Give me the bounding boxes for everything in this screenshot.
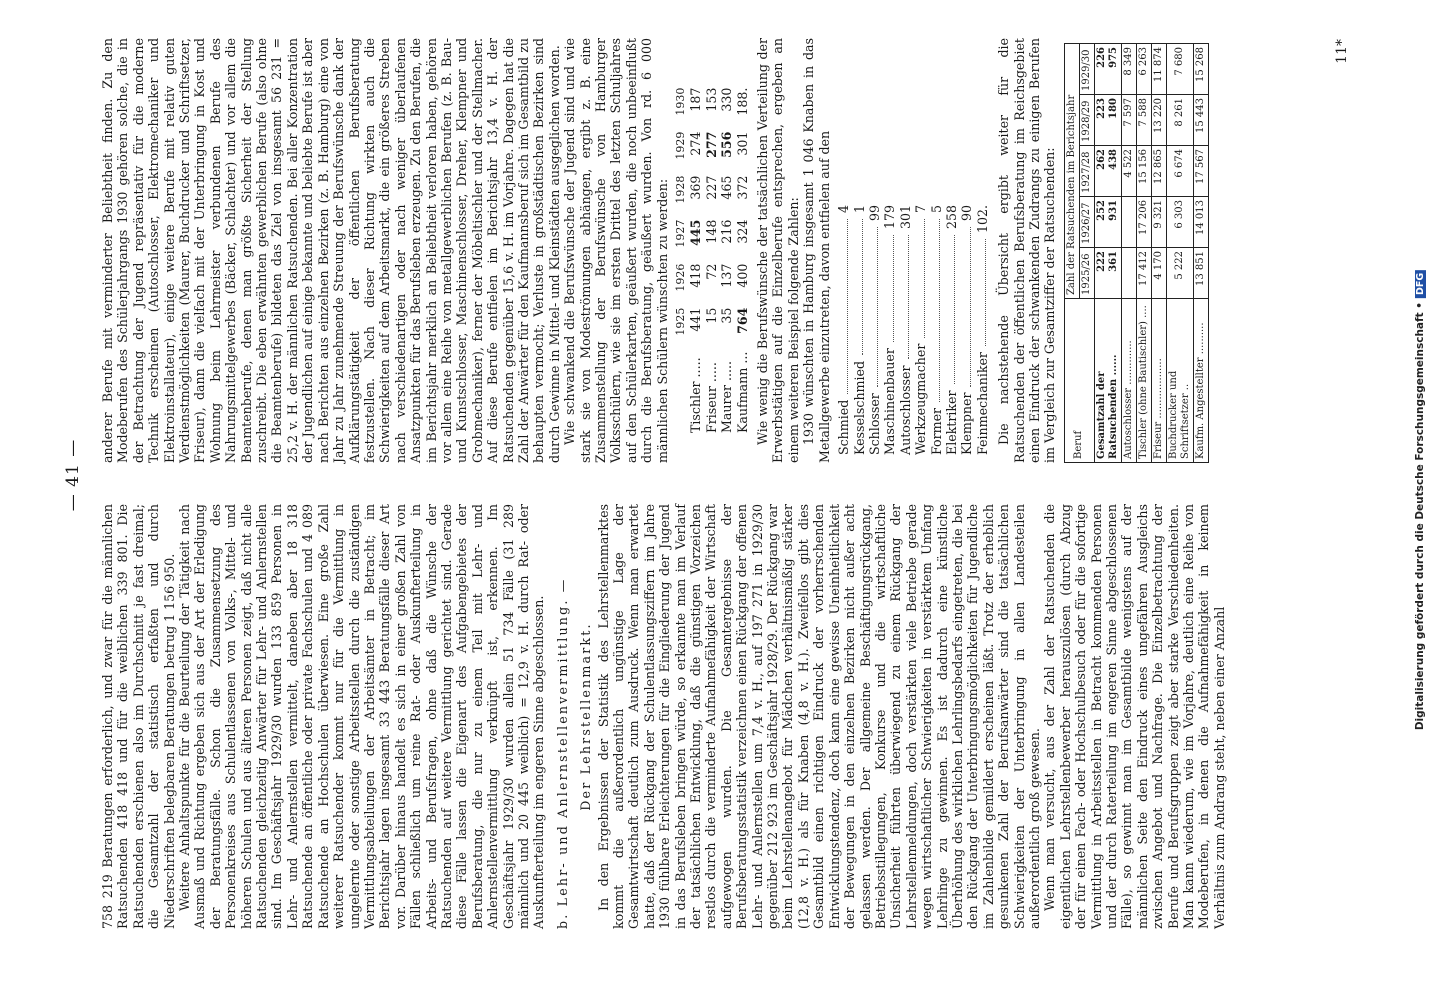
item-label: Kesselschmied xyxy=(851,360,867,455)
cell: 418 xyxy=(688,263,704,288)
table-row xyxy=(1166,44,1193,463)
list-item xyxy=(959,205,974,455)
cell: 465 xyxy=(719,175,735,200)
cell: 13 220 xyxy=(1151,95,1166,146)
item-value: 7 xyxy=(913,205,929,214)
digitization-credit xyxy=(1414,270,1426,730)
cell: 17 567 xyxy=(1193,146,1208,197)
row-label: Autoschlosser .............. xyxy=(1121,299,1136,463)
item-value: 90 xyxy=(959,205,975,222)
paragraph: Wie wenig die Berufswünsche der tatsächlichen Verteilung der Erwerbstätigen auf die Einzelberufe entsprechen, ergeben an einem weiteren Beispiel folgende Zahlen: xyxy=(755,38,801,463)
paragraph: 1930 wünschten in Hamburg insgesamt 1 046 Knaben in das Metallgewerbe einzutreten, davon entfielen auf den xyxy=(801,38,832,463)
cell: 764 xyxy=(734,307,750,334)
row-label: Tischler ..... xyxy=(688,357,704,433)
cell: 330 xyxy=(719,87,735,112)
credit-text: Digitalisierung gefördert durch die Deutsche Forschungsgemeinschaft • xyxy=(1414,302,1426,731)
dot-leader xyxy=(944,235,955,384)
cell: 445 xyxy=(688,219,704,246)
paragraph: 758 219 Beratungen erforderlich, und zwar für die männlichen Ratsuchenden 418 418 und für die weiblichen 339 801. Die Ratsuchenden erschienen also im Durchschnitt je fast dreimal; die Gesamtzahl der statistisch erfaßten und durch Niederschriften belegbaren Beratungen betrug 1 156 950. xyxy=(100,504,177,929)
item-value: 1 xyxy=(851,205,867,214)
row-label: Gesamtzahl der Ratsuchenden ...... xyxy=(1094,299,1121,463)
item-label: Klempner xyxy=(959,392,975,455)
cell: 400 xyxy=(734,263,750,288)
table-header-year: 1927 xyxy=(674,219,688,248)
cell: 369 xyxy=(688,175,704,200)
applicant-statistics-table xyxy=(1064,43,1209,463)
item-value: 4 xyxy=(836,205,852,214)
paragraph: Wie schwankend die Berufswünsche der Jugend sind und wie stark sie von Modeströmungen abhängen, ergibt z. B. eine Zusammenstellung der Berufswünsche von Hamburger Volksschülern, wie sie im ersten Drittel des letzten Schuljahres auf den Schülerkarten, geäußert wurden, die noch unbeeinflußt durch die Berufsberatung, geäußert wurden. Von rd. 6 000 männlichen Schülern wünschten zu werden: xyxy=(562,38,670,463)
table-header-blank xyxy=(673,342,688,433)
paragraph: Weitere Anhaltspunkte für die Beurteilung der Tätigkeit nach Ausmaß und Richtung ergeben sich aus der Art der Erledigung der Beratungsfälle. Schon die Zusammensetzung des Personenkreises aus Schulentlassenen von Volks-, Mittel- und höheren Schulen und aus älteren Personen zeigt, daß nicht alle Ratsuchenden gleichzeitig Anwärter für Lehr- und Anlernstellen sind. Im Geschäftsjahr 1929/30 wurden 133 859 Personen in Lehr- und Anlernstellen vermittelt, daneben aber 18 318 Ratsuchende an öffentliche oder private Fachschulen und 4 089 Ratsuchende an Hochschulen überwiesen. Eine große Zahl weiterer Ratsuchender kommt nur für die Vermittlung in ungelernte oder sonstige Arbeitsstellen durch die zuständigen Vermittlungsabteilungen der Arbeitsämter in Betracht; im Berichtsjahr lagen insgesamt 33 443 Beratungsfälle dieser Art vor. Darüber hinaus handelt es sich in einer großen Zahl von Fällen schließlich um reine Rat- oder Auskunfterteilung in Arbeits- und Berufsfragen, ohne daß die Wünsche der Ratsuchenden auf weitere Vermittlung gerichtet sind. Gerade diese Fälle lassen die Eigenart des Aufgabengebietes der Berufsberatung, die nur zu einem Teil mit Lehr- und Anlernstellenvermittlung verknüpft ist, erkennen. Im Geschäftsjahr 1929/30 wurden allein 51 734 Fälle (31 289 männlich und 20 445 weiblich) = 12,9 v. H. durch Rat- oder Auskunfterteilung im engeren Sinne abgeschlossen. xyxy=(177,504,547,929)
item-value: 102. xyxy=(974,205,990,234)
cell: 301 xyxy=(734,131,750,156)
row-label: Kaufm. Angestellter .......... xyxy=(1193,299,1208,463)
left-column xyxy=(100,504,1227,929)
cell: 227 xyxy=(703,175,719,200)
cell: 15 156 xyxy=(1136,146,1151,197)
cell: 6 263 xyxy=(1136,44,1151,95)
cell: 7 588 xyxy=(1136,95,1151,146)
item-label: Elektriker xyxy=(943,390,959,455)
section-heading: b. Lehr- und Anlernstellenvermittlung. — xyxy=(554,577,570,929)
paragraph: Wenn man versucht, aus der Zahl der Ratsuchenden die eigentlichen Lehrstellenbewerber herauszulösen (durch Abzug der für einen Fach- oder Hochschulbesuch oder für die sofortige Vermittlung in Arbeitsstellen in Betracht kommenden Personen und der durch Raterteilung im engeren Sinne abgeschlossenen Fälle), so gewinnt man im Gesamtbilde wenigstens auf der männlichen Seite den Eindruck eines ungefähren Ausgleichs zwischen Angebot und Nachfrage. Die Einzelbetrachtung der Berufe und Berufsgruppen zeigt aber starke Verschiedenheiten. Man kann wiederum, wie im Vorjahre, deutlich eine Reihe von Modeberufen, in denen die Aufnahmefähigkeit in keinem Verhältnis zum Andrang steht, neben einer Anzahl xyxy=(1042,504,1227,929)
cell: 17 412 xyxy=(1136,248,1151,299)
cell: 9 321 xyxy=(1151,197,1166,248)
item-label: Schlosser xyxy=(866,393,882,455)
page-number: 11* xyxy=(1333,39,1350,64)
dot-leader xyxy=(836,219,847,394)
cell: 441 xyxy=(688,307,704,332)
dot-leader xyxy=(882,235,893,342)
cell: 12 865 xyxy=(1151,146,1166,197)
table-header-group: Zahl der Ratsuchenden im Berichtsjahr xyxy=(1064,44,1079,299)
item-label: Former xyxy=(928,407,944,455)
cell: 274 xyxy=(688,131,704,156)
cell: 6 303 xyxy=(1166,197,1193,248)
table-row xyxy=(704,78,719,433)
list-item xyxy=(975,205,990,455)
list-item xyxy=(836,205,851,455)
dot-leader xyxy=(929,219,940,402)
table-header-year: 1927/28 xyxy=(1079,146,1094,197)
cell: 556 xyxy=(719,131,735,158)
row-label: Maurer ..... xyxy=(719,360,735,433)
table-row xyxy=(1121,44,1136,463)
item-value: 5 xyxy=(928,205,944,214)
cell: 8 349 xyxy=(1121,44,1136,95)
item-label: Schmied xyxy=(836,399,852,455)
cell: 8 261 xyxy=(1166,95,1193,146)
table-header-year: 1930 xyxy=(674,87,688,116)
table-row xyxy=(1136,44,1151,463)
cell: 4 522 xyxy=(1121,146,1136,197)
list-item xyxy=(913,205,928,455)
cell: 13 851 xyxy=(1193,248,1208,299)
cell: 5 222 xyxy=(1166,248,1193,299)
paragraph: anderer Berufe mit verminderter Beliebtheit finden. Zu den Modeberufen des Schülerjahrgangs 1930 gehören solche, die in der Betrachtung der Jugend repräsentativ für die moderne Technik erscheinen (Autoschlosser, Elektromechaniker und Elektroinstallateur), einige weitere Berufe mit relativ guten Verdienstmöglichkeiten (Maurer, Buchdrucker und Schriftsetzer, Friseur), dann die vielfach mit der Unterbringung in Kost und Wohnung beim Lehrmeister verbundenen Berufe des Nahrungsmittelgewerbes (Bäcker, Schlachter) und vor allem die Beamtenberufe, denen man größte Sicherheit der Stellung zuschreibt. Die eben erwähnten gewerblichen Berufe (also ohne die Beamtenberufe) bildeten das Ziel von insgesamt 56 231 = 25,2 v. H. der männlichen Ratsuchenden. Bei aller Konzentration der Jugendlichen auf einige bekannte und beliebte Berufe ist aber nach Berichten aus einzelnen Bezirken (z. B. Hamburg) eine von Jahr zu Jahr zunehmende Streuung der Berufswünsche dank der Aufklärungstätigkeit der öffentlichen Berufsberatung festzustellen. Nach dieser Richtung wirkten auch die Schwierigkeiten auf dem Arbeitsmarkt, die ein größeres Streben nach verschiedenartigen oder nach weniger überlaufenen Ansatzpunkten für das Berufsleben erzeugen. Zu den Berufen, die im Berichtsjahr merklich an Beliebtheit verloren haben, gehören vor allem eine Reihe von metallgewerblichen Berufen (z. B. Bau- und Kunstschlosser, Maschinenschlosser, Dreher, Klempner und Grobmechaniker), ferner der Möbeltischler und der Stellmacher. Auf diese Berufe entfielen im Berichtsjahr 13,4 v. H. der Ratsuchenden gegenüber 15,6 v. H. im Vorjahre. Dagegen hat die Zahl der Anwärter für den Kaufmannsberuf sich im Gesamtbild zu behaupten vermocht; Verluste in großstädtischen Bezirken sind durch Gewinne in Mittel- und Kleinstädten ausgeglichen worden. xyxy=(100,38,562,463)
cell: 188. xyxy=(734,87,750,116)
dot-leader xyxy=(852,219,863,355)
cell: 148 xyxy=(703,219,719,244)
paragraph: In den Ergebnissen der Statistik des Lehrstellenmarktes kommt die außerordentlich ungünstige Lage der Gesamtwirtschaft deutlich zum Ausdruck. Wenn man erwartet hatte, daß der Rückgang der Schulentlassungsziffern im Jahre 1930 fühlbare Erleichterungen für die Eingliederung der Jugend in das Berufsleben bringen würde, so erkannte man im Verlauf der tatsächlichen Entwicklung, daß die günstigen Vorzeichen restlos durch die verminderte Aufnahmefähigkeit der Wirtschaft aufgewogen wurden. Die Gesamtergebnisse der Berufsberatungsstatistik verzeichnen einen Rückgang der offenen Lehr- und Anlernstellen um 7,4 v. H., auf 197 271 in 1929/30 gegenüber 212 923 im Geschäftsjahr 1928/29. Der Rückgang war beim Lehrstellenangebot für Mädchen verhältnismäßig stärker (12,8 v. H.) als für Knaben (4,8 v. H.). Zweifellos gibt dies Gesamtbild einen richtigen Eindruck der vorherrschenden Entwicklungstendenz, doch kann eine gewisse Uneinheitlichkeit der Bewegungen in den einzelnen Bezirken nicht außer acht gelassen werden. Der allgemeine Beschäftigungsrückgang, Betriebsstillegungen, Konkurse und die wirtschaftliche Unsicherheit führten überwiegend zu einem Rückgang der Lehrstellenmeldungen, doch verstärkten viele Betriebe gerade wegen wirtschaftlicher Schwierigkeiten in verstärktem Umfang Lehrlinge zu gewinnen. Es ist dadurch eine künstliche Überhöhung des wirklichen Lehrlingsbedarfs eingetreten, die bei den Rückgang der Unterbringungsmöglichkeiten für Jugendliche im Zahlenbilde gemildert erscheinen läßt. Trotz der erheblich gesunkenen Zahl der Berufsanwärter sind die tatsächlichen Schwierigkeiten der Unterbringung in allen Landesteilen außerordentlich groß gewesen. xyxy=(595,504,1042,929)
cell: 153 xyxy=(703,87,719,112)
cell: 252 931 xyxy=(1094,197,1121,248)
table-header-beruf: Beruf xyxy=(1064,299,1094,463)
item-label: Maschinenbauer xyxy=(882,348,898,455)
list-item xyxy=(852,205,867,455)
page-header xyxy=(60,15,94,935)
cell: 35 xyxy=(719,307,735,324)
cell: 11 874 xyxy=(1151,44,1166,95)
right-column xyxy=(100,38,1209,463)
cell: 277 xyxy=(703,131,719,158)
table-header-year: 1926/27 xyxy=(1079,197,1094,248)
item-value: 179 xyxy=(882,205,898,230)
item-value: 301 xyxy=(897,205,913,230)
cell: 15 xyxy=(703,307,719,324)
cell: 226 975 xyxy=(1094,44,1121,95)
item-value: 99 xyxy=(866,205,882,222)
cell: 14 013 xyxy=(1193,197,1208,248)
cell: 324 xyxy=(734,219,750,244)
table-header-year: 1925 xyxy=(674,307,688,336)
cell: 7 680 xyxy=(1166,44,1193,95)
paragraph: Die nachstehende Übersicht ergibt weiter für die Ratsuchenden der öffentlichen Berufsberatung im Reichsgebiet einen Eindruck der schwankenden Zudrangs zu einigen Berufen im Vergleich zur Gesamtziffer der Ratsuchenden: xyxy=(996,38,1058,463)
cell: 17 206 xyxy=(1136,197,1151,248)
list-item xyxy=(944,205,959,455)
cell: 72 xyxy=(703,263,719,280)
item-label: Autoschlosser xyxy=(897,365,913,455)
metal-occupation-list xyxy=(836,38,990,455)
row-label: Buchdrucker und Schriftsetzer .. xyxy=(1166,299,1193,463)
table-header-year: 1928 xyxy=(674,175,688,204)
section-subheading: Der Lehrstellenmarkt. xyxy=(578,622,594,811)
table-row xyxy=(1151,44,1166,463)
cell xyxy=(1121,197,1136,248)
dot-leader xyxy=(867,227,878,387)
cell xyxy=(1121,248,1136,299)
cell: 187 xyxy=(688,87,704,112)
row-label: Friseur ................... xyxy=(1151,299,1166,463)
cell: 216 xyxy=(719,219,735,244)
list-item xyxy=(867,205,882,455)
career-wishes-table xyxy=(673,78,750,433)
table-header-row xyxy=(673,78,688,433)
dot-leader xyxy=(959,227,970,386)
table-header-year: 1928/29 xyxy=(1079,95,1094,146)
dot-leader xyxy=(898,235,909,359)
page-label: — 41 — xyxy=(63,438,83,512)
cell: 4 170 xyxy=(1151,248,1166,299)
cell: 223 180 xyxy=(1094,95,1121,146)
list-item xyxy=(898,205,913,455)
row-label: Friseur ..... xyxy=(703,362,719,433)
item-label: Feinmechaniker xyxy=(974,352,990,455)
row-label: Tischler (ohne Bautischler) .... xyxy=(1136,299,1151,463)
table-row xyxy=(719,78,734,433)
cell: 372 xyxy=(734,175,750,200)
table-header-year: 1926 xyxy=(674,263,688,292)
row-label: Kaufmann ... xyxy=(734,351,750,433)
table-header-year: 1929 xyxy=(674,131,688,160)
cell: 222 361 xyxy=(1094,248,1121,299)
dot-leader xyxy=(975,239,986,346)
table-header-year: 1929/30 xyxy=(1079,44,1094,95)
table-row-total xyxy=(1094,44,1121,463)
cell: 6 674 xyxy=(1166,146,1193,197)
cell: 137 xyxy=(719,263,735,288)
cell: 15 268 xyxy=(1193,44,1208,95)
table-row xyxy=(735,78,750,433)
cell: 262 438 xyxy=(1094,146,1121,197)
item-label: Werkzeugmacher xyxy=(913,343,929,455)
table-row xyxy=(1193,44,1208,463)
dot-leader xyxy=(913,219,924,338)
list-item xyxy=(882,205,897,455)
cell: 15 443 xyxy=(1193,95,1208,146)
table-row xyxy=(688,78,703,433)
table-header-year: 1925/26 xyxy=(1079,248,1094,299)
list-item xyxy=(929,205,944,455)
cell: 7 597 xyxy=(1121,95,1136,146)
scanned-page xyxy=(60,15,1360,935)
table-header-row xyxy=(1064,44,1079,463)
dfg-logo: DFG xyxy=(1415,270,1426,298)
item-value: 258 xyxy=(943,205,959,230)
